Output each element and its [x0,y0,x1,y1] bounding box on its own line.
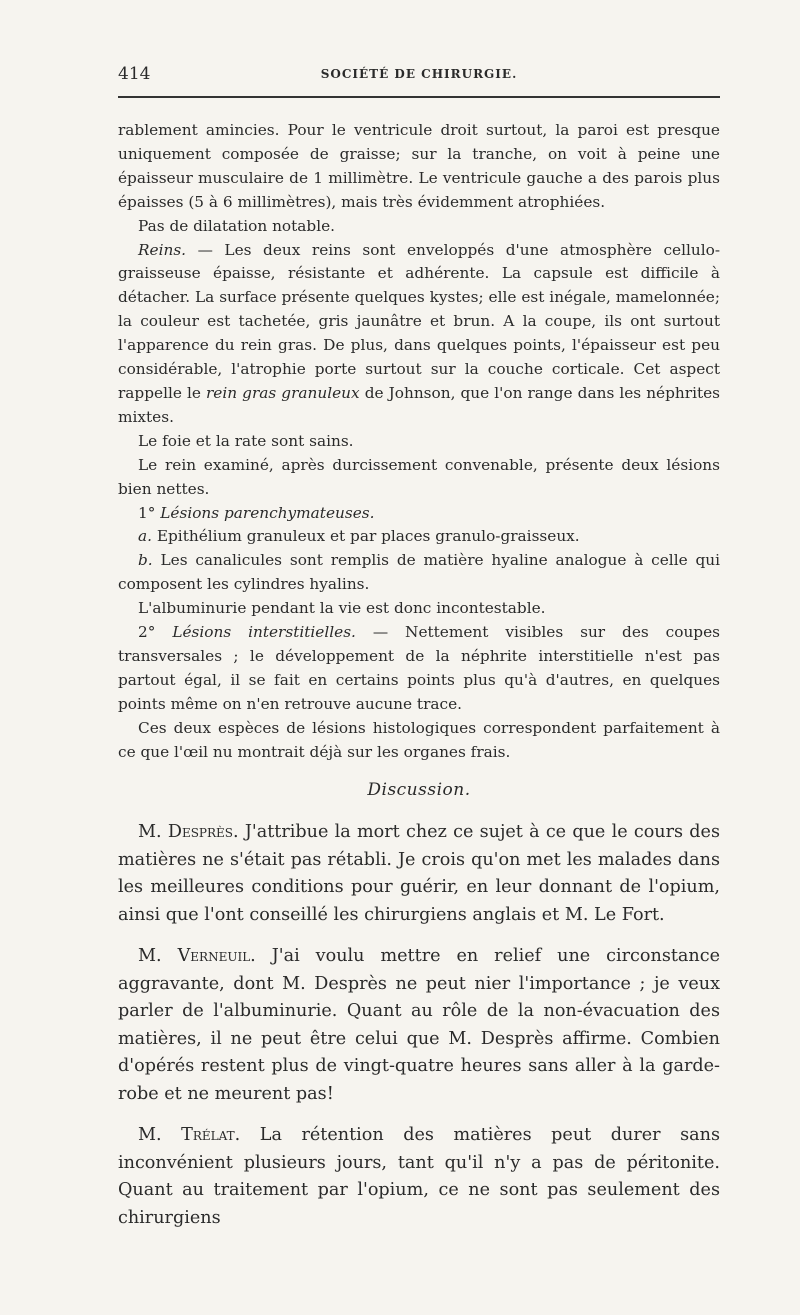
speaker-paragraph: M. Trélat. La rétention des matières peut durer sans inconvénient plusieurs jours, tant qu'il n'y a pas de péritonite. Quant au traitement par l'opium, ce ne sont pas seulement des chirurgiens [118,1125,720,1228]
list-heading: 1° Lésions parenchymateuses. [138,503,375,522]
speaker-paragraph: M. Verneuil. J'ai voulu mettre en relief une circonstance aggravante, dont M. Desprès ne peut nier l'importance ; je veux parler de l'albuminurie. Quant au rôle de la non-évacuation des matières, il ne peut être celui que M. Desprès affirme. Combien d'opérés restent plus de vingt-quatre heures sans aller à la garde-robe et ne meurent pas! [118,946,721,1104]
paragraph: rablement amincies. Pour le ventricule droit surtout, la paroi est presque uniquement composée de graisse; sur la tranche, on voit à peine une épaisseur musculaire de 1 millimètre. Le ventricule gauche a des parois plus épaisses (5 à 6 millimètres), mais très évidemment atrophiées. [118,121,720,211]
speaker-name: Trélat. [181,1125,241,1145]
list-heading: 2° Lésions interstitielles. — Nettement visibles sur des coupes transversales ; le développement de la néphrite interstitielle n'est pas partout égal, il se fait en certains points plus qu'à d'autres, en quelques points même on n'en retrouve aucune trace. [118,623,720,713]
list-item: a. Epithélium granuleux et par places granulo-graisseux. [138,527,580,546]
discussion-text [118,819,720,1246]
paragraph: Pas de dilatation notable. [138,216,335,235]
speaker-name: Desprès. [167,822,239,842]
discussion-heading: Discussion. [367,780,471,800]
paragraph: L'albuminurie pendant la vie est donc incontestable. [138,599,546,618]
paragraph: Ces deux espèces de lésions histologiques correspondent parfaitement à ce que l'œil nu montrait déjà sur les organes frais. [118,718,720,761]
header-rule [118,96,720,98]
speaker-name: Verneuil. [177,946,256,966]
list-item: b. Les canalicules sont remplis de matière hyaline analogue à celle qui composent les cylindres hyalins. [118,551,720,594]
paragraph: Le foie et la rate sont sains. [138,431,354,450]
paragraph: Reins. — Les deux reins sont enveloppés d'une atmosphère cellulo-graisseuse épaisse, résistante et adhérente. La capsule est difficile à détacher. La surface présente quelques kystes; elle est inégale, mamelonnée; la couleur est tachetée, gris jaunâtre et brun. A la coupe, ils ont surtout l'apparence du rein gras. De plus, dans quelques points, l'épaisseur est peu considérable, l'atrophie porte surtout sur la couche corticale. Cet aspect rappelle le rein gras granuleux de Johnson, que l'on range dans les néphrites mixtes. [118,240,721,426]
running-title: SOCIÉTÉ DE CHIRURGIE. [320,67,518,81]
page-number: 414 [118,64,151,84]
page-header [118,64,720,90]
case-report-text [118,119,720,764]
speaker-paragraph: M. Desprès. J'attribue la mort chez ce sujet à ce que le cours des matières ne s'était pas rétabli. Je crois qu'on met les malades dans les meilleures conditions pour guérir, en leur donnant de l'opium, ainsi que l'ont conseillé les chirurgiens anglais et M. Le Fort. [118,822,720,925]
paragraph: Le rein examiné, après durcissement convenable, présente deux lésions bien nettes. [118,455,720,498]
